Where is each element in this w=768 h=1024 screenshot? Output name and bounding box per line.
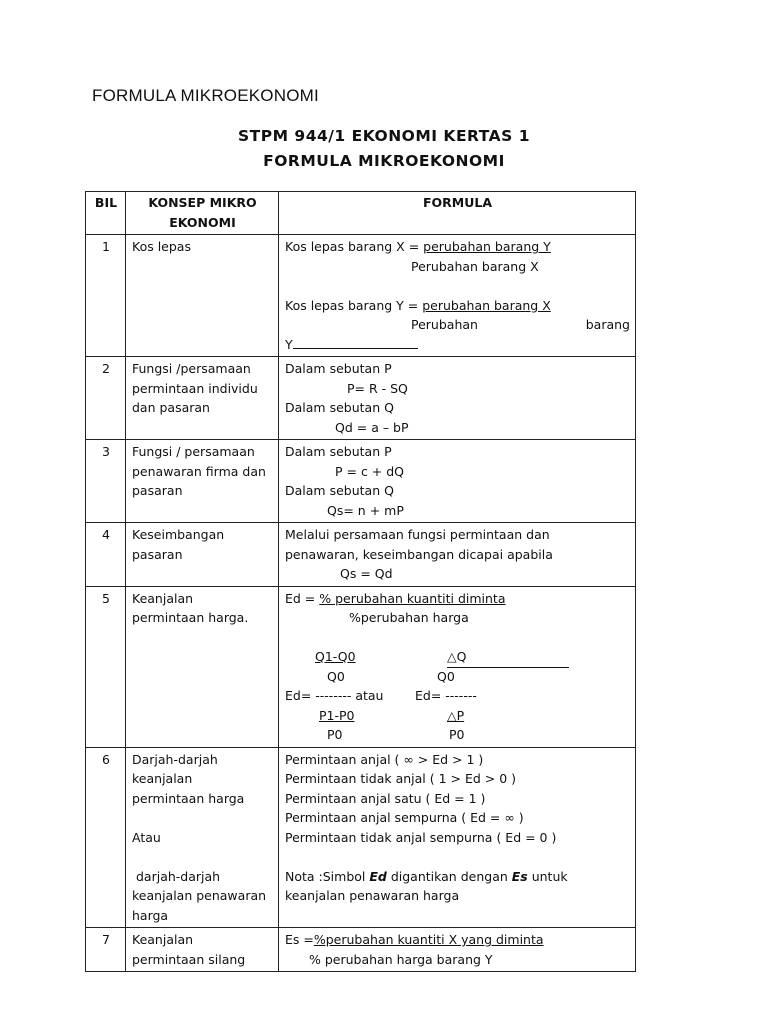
- concept-line: penawaran firma dan: [132, 463, 266, 479]
- column-header-konsep: KONSEP MIKRO EKONOMI: [126, 192, 279, 235]
- formula-numerator: % perubahan kuantiti diminta: [319, 590, 506, 606]
- formula-line: Permintaan tidak anjal sempurna ( Ed = 0 ): [285, 829, 557, 845]
- concept-cell: [126, 235, 279, 357]
- formula-denominator: Perubahan barang X: [411, 258, 539, 274]
- row-number: 5: [86, 586, 126, 747]
- formula-text: Ed =: [285, 590, 320, 606]
- row-number: 7: [86, 928, 126, 972]
- formula-denominator: [285, 315, 630, 335]
- row-number: 2: [86, 357, 126, 440]
- formula-line: [285, 237, 630, 257]
- document-subtitle: FORMULA MIKROEKONOMI: [263, 152, 505, 170]
- formula-line: Permintaan anjal ( ∞ > Ed > 1 ): [285, 751, 484, 767]
- formula-text: barang: [585, 317, 630, 332]
- formula-line: Dalam sebutan P: [285, 361, 392, 376]
- formula-text: △Q: [447, 647, 569, 668]
- formula-line: [285, 296, 630, 316]
- note-line: keanjalan penawaran harga: [285, 888, 460, 903]
- formula-cell: [279, 357, 636, 440]
- concept-line: keanjalan: [132, 771, 193, 786]
- formula-text: Kos lepas barang Y =: [285, 297, 423, 313]
- concept-line: Darjah-darjah: [132, 751, 218, 767]
- formula-numerator: %perubahan kuantiti X yang diminta: [313, 932, 544, 947]
- formula-line: [285, 335, 630, 355]
- formula-text: Q1-Q0: [315, 649, 356, 664]
- formula-line: [285, 647, 630, 667]
- concept-line: dan pasaran: [132, 400, 210, 415]
- formula-text: Y: [285, 336, 293, 352]
- concept-line: permintaan harga: [132, 790, 245, 806]
- document-header: FORMULA MIKROEKONOMI: [92, 86, 319, 105]
- formula-text: Kos lepas barang X =: [285, 239, 424, 254]
- concept-cell: [126, 440, 279, 523]
- concept-line: Atau: [132, 829, 161, 845]
- symbol-ed: Ed: [369, 868, 387, 884]
- formula-cell: [279, 440, 636, 523]
- table-row: [86, 357, 636, 440]
- formula-line: [285, 725, 630, 745]
- formula-line: [285, 667, 630, 687]
- row-number: 6: [86, 747, 126, 928]
- formula-line: Dalam sebutan Q: [285, 483, 394, 498]
- concept-line: Keanjalan: [132, 932, 194, 947]
- table-row: [86, 586, 636, 747]
- formula-text: △P: [447, 707, 465, 723]
- concept-line: [132, 847, 273, 867]
- row-number: 1: [86, 235, 126, 357]
- formula-cell: [279, 523, 636, 587]
- formula-text: P0: [449, 727, 465, 742]
- spacer: [285, 276, 630, 296]
- formula-line: P = c + dQ: [335, 463, 405, 479]
- concept-line: pasaran: [132, 483, 183, 498]
- formula-line: [285, 706, 630, 726]
- formula-line: Qs= n + mP: [327, 502, 404, 518]
- formula-line: Permintaan tidak anjal ( 1 > Ed > 0 ): [285, 771, 517, 786]
- concept-line: Keseimbangan: [132, 527, 225, 542]
- concept-line: Fungsi / persamaan: [132, 444, 255, 459]
- column-header-bil: BIL: [86, 192, 126, 235]
- note-line: [285, 867, 630, 887]
- concept-cell: [126, 747, 279, 928]
- concept-line: permintaan harga.: [132, 610, 249, 625]
- formula-text: Perubahan: [411, 317, 478, 332]
- note-text: Nota :Simbol: [285, 868, 370, 884]
- formula-denominator: % perubahan harga barang Y: [309, 951, 493, 967]
- formula-text: Ed= -------: [415, 688, 477, 703]
- formula-line: Melalui persamaan fungsi permintaan dan: [285, 527, 550, 542]
- formula-cell: [279, 747, 636, 928]
- formula-cell: [279, 586, 636, 747]
- formula-cell: [279, 235, 636, 357]
- table-row: [86, 440, 636, 523]
- formula-line: Dalam sebutan P: [285, 444, 392, 459]
- row-number: 4: [86, 523, 126, 587]
- formula-denominator: %perubahan harga: [349, 610, 469, 625]
- concept-line: harga: [132, 907, 169, 923]
- table-row: [86, 747, 636, 928]
- formula-text: Q0: [437, 668, 455, 684]
- formula-line: [285, 589, 630, 609]
- formula-text: Q0: [327, 668, 345, 684]
- concept-line: permintaan silang: [132, 951, 246, 967]
- table-row: [86, 523, 636, 587]
- concept-cell: [126, 586, 279, 747]
- table-row: [86, 928, 636, 972]
- spacer: [285, 847, 630, 867]
- concept-line: [132, 808, 273, 828]
- formula-text: Es =: [285, 932, 314, 947]
- formula-line: P= R - SQ: [347, 380, 408, 396]
- spacer: [285, 628, 630, 648]
- formula-numerator: perubahan barang Y: [423, 239, 551, 254]
- formula-line: Permintaan anjal satu ( Ed = 1 ): [285, 790, 486, 806]
- document-title: STPM 944/1 EKONOMI KERTAS 1: [238, 127, 530, 145]
- formula-cell: [279, 928, 636, 972]
- concept-cell: [126, 357, 279, 440]
- underline-rule: [293, 335, 418, 349]
- note-text: untuk: [527, 868, 568, 884]
- concept-line: keanjalan penawaran: [132, 888, 267, 903]
- formula-line: Permintaan anjal sempurna ( Ed = ∞ ): [285, 810, 524, 825]
- concept-cell: [126, 928, 279, 972]
- formula-line: Qd = a – bP: [335, 419, 409, 435]
- formula-line: [285, 930, 630, 950]
- formula-line: Qs = Qd: [340, 566, 393, 581]
- formula-line: Dalam sebutan Q: [285, 400, 394, 415]
- concept-line: Keanjalan: [132, 590, 194, 606]
- note-text: digantikan dengan: [386, 868, 512, 884]
- row-number: 3: [86, 440, 126, 523]
- table-header-row: [86, 192, 636, 235]
- column-header-formula: FORMULA: [279, 192, 636, 235]
- formula-text: P0: [327, 727, 343, 742]
- concept-cell: [126, 523, 279, 587]
- formula-numerator: perubahan barang X: [422, 297, 551, 313]
- symbol-es: Es: [511, 868, 528, 884]
- table-row: [86, 235, 636, 357]
- concept-line: Kos lepas: [132, 239, 191, 254]
- formula-line: [285, 686, 630, 706]
- formula-table: [85, 191, 636, 972]
- formula-text: Ed= -------- atau: [285, 688, 384, 703]
- formula-text: P1-P0: [319, 707, 355, 723]
- concept-line: permintaan individu: [132, 380, 258, 396]
- concept-line: darjah-darjah: [136, 868, 221, 884]
- concept-line: pasaran: [132, 546, 183, 562]
- concept-line: Fungsi /persamaan: [132, 361, 251, 376]
- formula-line: penawaran, keseimbangan dicapai apabila: [285, 546, 553, 562]
